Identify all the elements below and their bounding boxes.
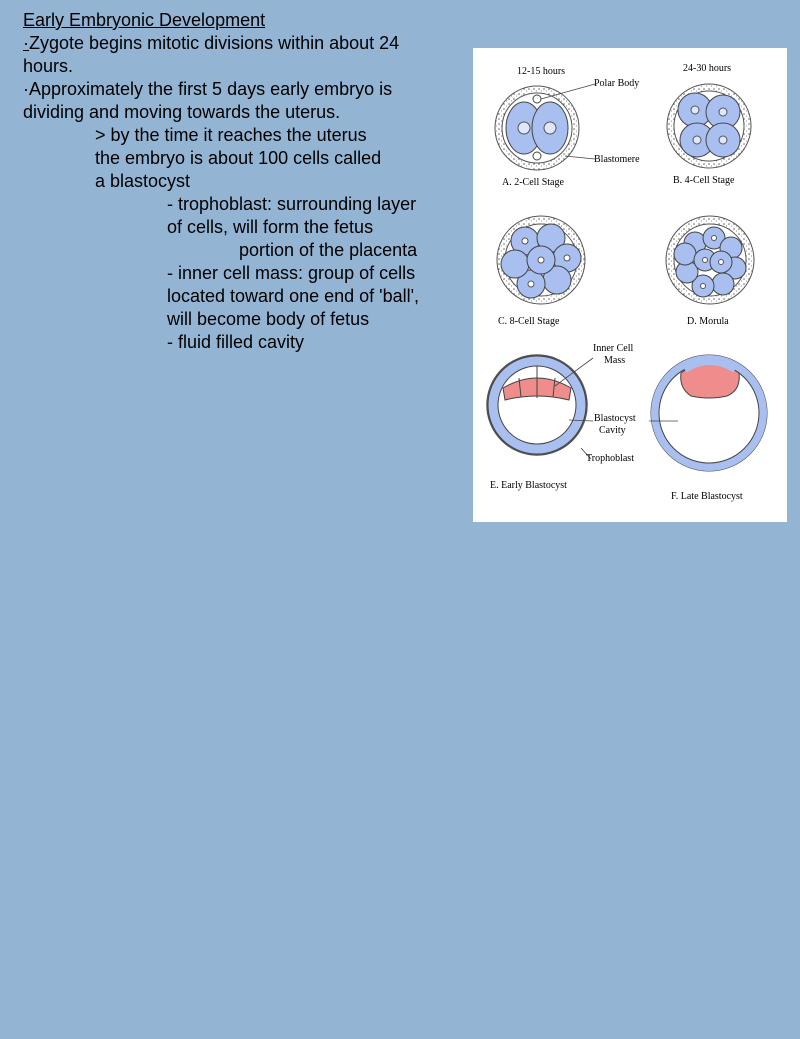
stage-b-label: B. 4-Cell Stage bbox=[673, 175, 735, 186]
time-label-a: 12-15 hours bbox=[517, 66, 566, 77]
morula-stage-drawing bbox=[666, 216, 754, 304]
sub-2-line-c: portion of the placenta bbox=[239, 240, 418, 260]
notes-text bbox=[23, 9, 463, 354]
blastomere-label: Blastomere bbox=[594, 154, 640, 165]
sub-2-line-b: of cells, will form the fetus bbox=[167, 217, 374, 237]
stage-a-label: A. 2-Cell Stage bbox=[502, 177, 564, 188]
sub-4-line: - fluid filled cavity bbox=[167, 332, 305, 352]
sub-2-line-a: - trophoblast: surrounding layer bbox=[167, 194, 417, 214]
sub-1-line-c: a blastocyst bbox=[95, 171, 191, 191]
stage-e-label: E. Early Blastocyst bbox=[490, 480, 567, 491]
sub-3-line-b: located toward one end of 'ball', bbox=[167, 286, 420, 306]
early-blastocyst-drawing bbox=[487, 355, 587, 455]
cavity-label-1: Blastocyst bbox=[594, 413, 636, 424]
sub-3-line-c: will become body of fetus bbox=[167, 309, 370, 329]
stage-c-label: C. 8-Cell Stage bbox=[498, 316, 560, 327]
two-cell-stage-drawing bbox=[495, 86, 579, 170]
embryo-diagram bbox=[473, 48, 787, 522]
bullet-1-line-a: Zygote begins mitotic divisions within about 24 bbox=[29, 33, 400, 53]
bullet-mark: · bbox=[23, 33, 29, 53]
notes-title: Early Embryonic Development bbox=[23, 10, 266, 30]
sub-1-line-a: > by the time it reaches the uterus bbox=[95, 125, 367, 145]
bullet-1-line-b: hours. bbox=[23, 56, 74, 76]
trophoblast-label: Trophoblast bbox=[586, 453, 634, 464]
bullet-2-line-b: dividing and moving towards the uterus. bbox=[23, 102, 341, 122]
eight-cell-stage-drawing bbox=[497, 216, 585, 304]
four-cell-stage-drawing bbox=[667, 84, 751, 168]
bullet-1 bbox=[23, 32, 463, 55]
time-label-b: 24-30 hours bbox=[683, 63, 732, 74]
sub-1-line-b: the embryo is about 100 cells called bbox=[95, 148, 382, 168]
polar-body-label: Polar Body bbox=[594, 78, 640, 89]
late-blastocyst-drawing bbox=[651, 355, 767, 471]
inner-cell-label-2: Mass bbox=[604, 355, 626, 366]
cavity-label-2: Cavity bbox=[599, 425, 626, 436]
stage-f-label: F. Late Blastocyst bbox=[671, 491, 743, 502]
embryo-stages-figure bbox=[473, 48, 787, 522]
sub-3-line-a: - inner cell mass: group of cells bbox=[167, 263, 416, 283]
inner-cell-label-1: Inner Cell bbox=[593, 343, 634, 354]
bullet-2-line-a: ·Approximately the first 5 days early embryo is bbox=[23, 79, 393, 99]
stage-d-label: D. Morula bbox=[687, 316, 729, 327]
